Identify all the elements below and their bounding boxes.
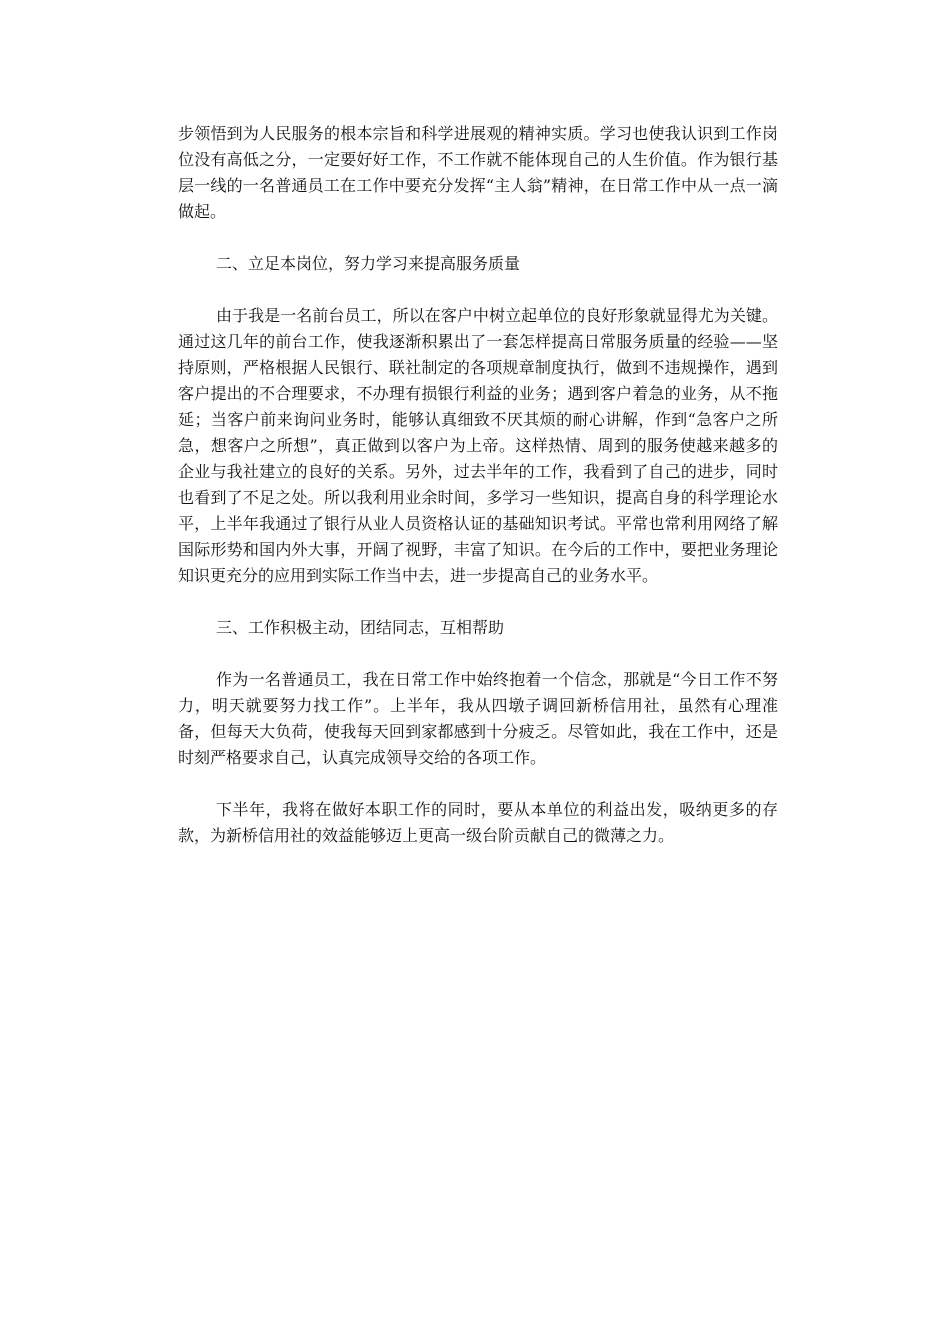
paragraph-gap [178,225,778,251]
section-heading-3: 三、工作积极主动，团结同志，互相帮助 [216,618,505,637]
paragraph-teamwork: 作为一名普通员工，我在日常工作中始终抱着一个信念，那就是“今日工作不努力，明天就要努力找工作”。上半年，我从四墩子调回新桥信用社，虽然有心理准备，但每天大负荷，使我每天回到家都感到十分疲乏。尽管如此，我在工作中，还是时刻严格要求自己，认真完成领导交给的各项工作。 [178,670,778,767]
paragraph-second-half-plan: 下半年，我将在做好本职工作的同时，要从本单位的利益出发，吸纳更多的存款，为新桥信用社的效益能够迈上更高一级台阶贡献自己的微薄之力。 [178,800,778,845]
paragraph-continuation: 步领悟到为人民服务的根本宗旨和科学进展观的精神实质。学习也使我认识到工作岗位没有高低之分，一定要好好工作，不工作就不能体现自己的人生价值。作为银行基层一线的一名普通员工在工作中要充分发挥“主人翁”精神，在日常工作中从一点一滴做起。 [178,124,778,221]
document-body [178,121,778,849]
paragraph-gap [178,589,778,615]
paragraph-gap [178,277,778,303]
paragraph-service-quality: 由于我是一名前台员工，所以在客户中树立起单位的良好形象就显得尤为关键。通过这几年的前台工作，使我逐渐积累出了一套怎样提高日常服务质量的经验——坚持原则，严格根据人民银行、联社制定的各项规章制度执行，做到不违规操作，遇到客户提出的不合理要求，不办理有损银行利益的业务；遇到客户着急的业务，从不拖延；当客户前来询问业务时，能够认真细致不厌其烦的耐心讲解，作到“急客户之所急，想客户之所想”，真正做到以客户为上帝。这样热情、周到的服务使越来越多的企业与我社建立的良好的关系。另外，过去半年的工作，我看到了自己的进步，同时也看到了不足之处。所以我利用业余时间，多学习一些知识，提高自身的科学理论水平，上半年我通过了银行从业人员资格认证的基础知识考试。平常也常利用网络了解国际形势和国内外大事，开阔了视野，丰富了知识。在今后的工作中，要把业务理论知识更充分的应用到实际工作当中去，进一步提高自己的业务水平。 [178,306,778,585]
section-heading-2: 二、立足本岗位，努力学习来提高服务质量 [216,254,521,273]
paragraph-gap [178,771,778,797]
paragraph-gap [178,641,778,667]
